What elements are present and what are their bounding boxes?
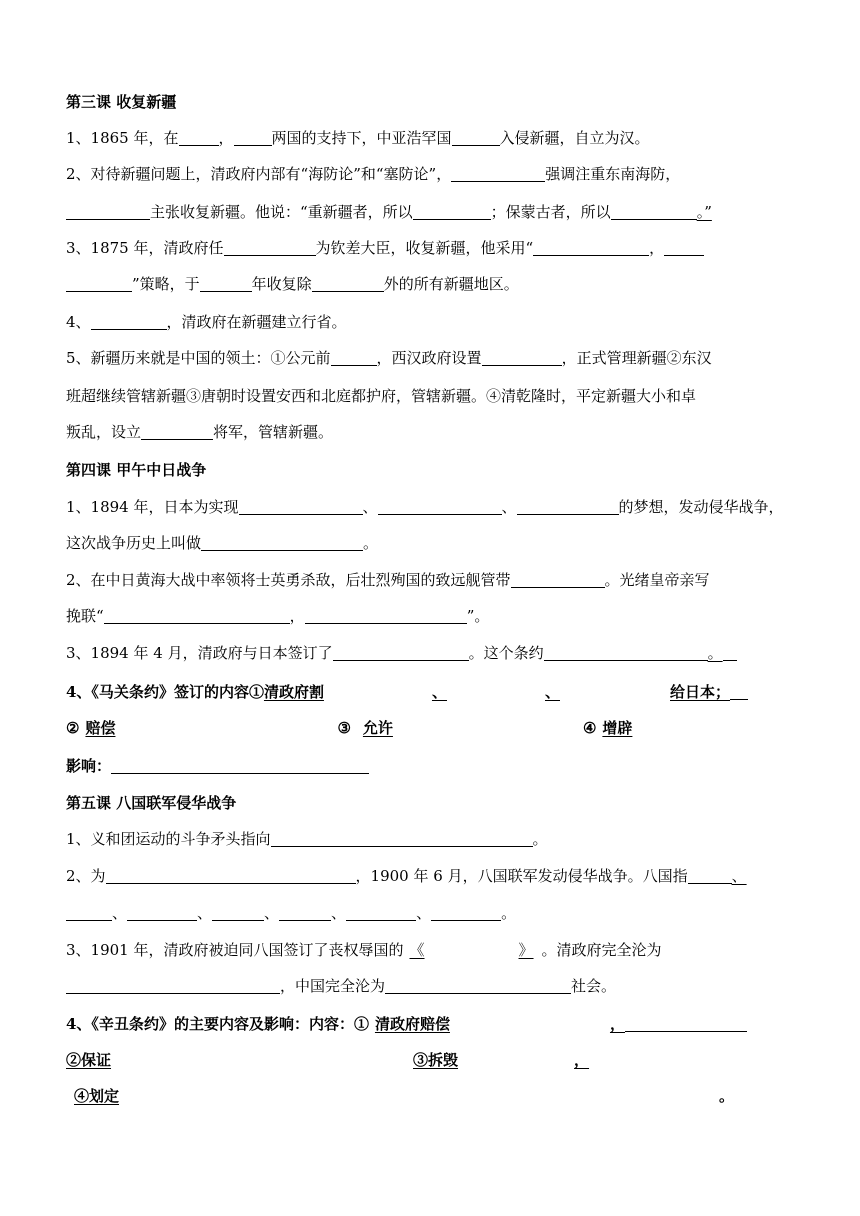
- answer-blank[interactable]: [333, 645, 469, 661]
- answer-blank[interactable]: [625, 1016, 747, 1032]
- l4-question-1-line-1: 1、1894 年，日本为实现 、 、 的梦想，发动侵华战争，: [66, 498, 784, 516]
- l4-question-2-line-1: 2、在中日黄海大战中率领将士英勇杀敌，后壮烈殉国的致远舰管带 。光绪皇帝亲写: [66, 571, 710, 589]
- answer-blank[interactable]: [106, 868, 356, 884]
- answer-blank[interactable]: [111, 758, 369, 774]
- answer-blank[interactable]: [66, 978, 280, 994]
- answer-blank[interactable]: [212, 905, 264, 921]
- answer-blank[interactable]: [224, 240, 316, 256]
- l3-question-3-line-1: 3、1875 年，清政府任 为钦差大臣，收复新疆，他采用“ ，: [66, 238, 796, 258]
- l4-question-4-line-2: ② 赔偿 ③ 允许 ④ 增辟: [66, 719, 633, 737]
- answer-blank[interactable]: [688, 868, 732, 884]
- l3-question-4: 4、 ，清政府在新疆建立行省。: [66, 313, 347, 331]
- answer-blank[interactable]: [482, 350, 562, 366]
- answer-blank[interactable]: [279, 905, 331, 921]
- l4-question-1-line-2: 这次战争历史上叫做 。: [66, 534, 379, 552]
- answer-blank[interactable]: [664, 240, 704, 256]
- l3-question-5-line-2: 班超继续管辖新疆③唐朝时设置安西和北庭都护府，管辖新疆。④清乾隆时，平定新疆大小和卓: [66, 387, 697, 405]
- answer-blank[interactable]: [239, 499, 363, 515]
- l3-question-5-line-3: 叛乱，设立 将军，管辖新疆。: [66, 423, 334, 441]
- answer-blank[interactable]: [305, 608, 467, 624]
- answer-blank[interactable]: [452, 130, 500, 146]
- answer-blank[interactable]: [234, 130, 272, 146]
- l5-question-4-line-3: ④划定 。: [74, 1087, 735, 1105]
- lesson-3-title: 第三课 收复新疆: [66, 93, 177, 111]
- lesson-5-title: 第五课 八国联军侵华战争: [66, 794, 237, 812]
- l4-question-4-line-3: 影响：: [66, 756, 796, 776]
- answer-blank[interactable]: [378, 499, 502, 515]
- answer-blank[interactable]: [66, 204, 150, 220]
- l5-question-4-line-1: 4、《辛丑条约》的主要内容及影响：内容：① 清政府赔偿 ，: [66, 1014, 796, 1034]
- lesson-4-title: 第四课 甲午中日战争: [66, 461, 207, 479]
- answer-blank[interactable]: [533, 240, 649, 256]
- answer-blank[interactable]: [179, 130, 219, 146]
- l5-question-3-line-2: ，中国完全沦为 社会。: [66, 976, 796, 996]
- l5-question-3-line-1: 3、1901 年，清政府被迫同八国签订了丧权辱国的 《 》 。清政府完全沦为: [66, 941, 662, 959]
- answer-blank[interactable]: [271, 831, 533, 847]
- l4-question-4-line-1: 4、《马关条约》签订的内容①清政府割 、 、 给日本；: [66, 682, 796, 702]
- answer-blank[interactable]: [413, 204, 491, 220]
- l5-question-4-line-2: ②保证 ③拆毁 ，: [66, 1051, 590, 1069]
- answer-blank[interactable]: [611, 204, 697, 220]
- answer-blank[interactable]: [66, 276, 132, 292]
- l5-question-2-line-1: 2、为 ，1900 年 6 月，八国联军发动侵华战争。八国指 、: [66, 867, 747, 885]
- answer-blank[interactable]: [201, 535, 363, 551]
- answer-blank[interactable]: [346, 905, 416, 921]
- answer-blank[interactable]: [66, 905, 112, 921]
- answer-blank[interactable]: [544, 645, 708, 661]
- l4-question-2-line-2: 挽联“ ， ”。: [66, 607, 490, 625]
- answer-blank[interactable]: [200, 276, 252, 292]
- answer-blank[interactable]: [385, 978, 571, 994]
- l3-question-5-line-1: 5、新疆历来就是中国的领土：①公元前 ，西汉政府设置 ，正式管理新疆②东汉: [66, 349, 712, 367]
- l4-question-3: 3、1894 年 4 月，清政府与日本签订了 。这个条约 。: [66, 643, 796, 663]
- answer-blank[interactable]: [331, 350, 377, 366]
- answer-blank[interactable]: [431, 905, 501, 921]
- l5-question-2-line-2: 、 、 、 、 、 。: [66, 903, 796, 923]
- answer-blank[interactable]: [91, 314, 167, 330]
- answer-blank[interactable]: [141, 424, 213, 440]
- l3-question-2-line-1: 2、对待新疆问题上，清政府内部有“海防论”和“塞防论”， 强调注重东南海防，: [66, 165, 681, 183]
- l3-question-2-line-2: 主张收复新疆。他说：“重新疆者，所以 ；保蒙古者，所以 。”: [66, 202, 796, 222]
- answer-blank[interactable]: [104, 608, 290, 624]
- answer-blank[interactable]: [730, 684, 748, 700]
- answer-blank[interactable]: [723, 645, 737, 661]
- answer-blank[interactable]: [312, 276, 384, 292]
- answer-blank[interactable]: [451, 166, 545, 182]
- l3-question-1: 1、1865 年，在 ， 两国的支持下，中亚浩罕国 入侵新疆，自立为汉。: [66, 129, 650, 147]
- l3-question-3-line-2: ”策略，于 年收复除 外的所有新疆地区。: [66, 274, 796, 294]
- answer-blank[interactable]: [517, 499, 619, 515]
- answer-blank[interactable]: [127, 905, 197, 921]
- answer-blank[interactable]: [511, 572, 605, 588]
- l5-question-1: 1、义和团运动的斗争矛头指向 。: [66, 830, 548, 848]
